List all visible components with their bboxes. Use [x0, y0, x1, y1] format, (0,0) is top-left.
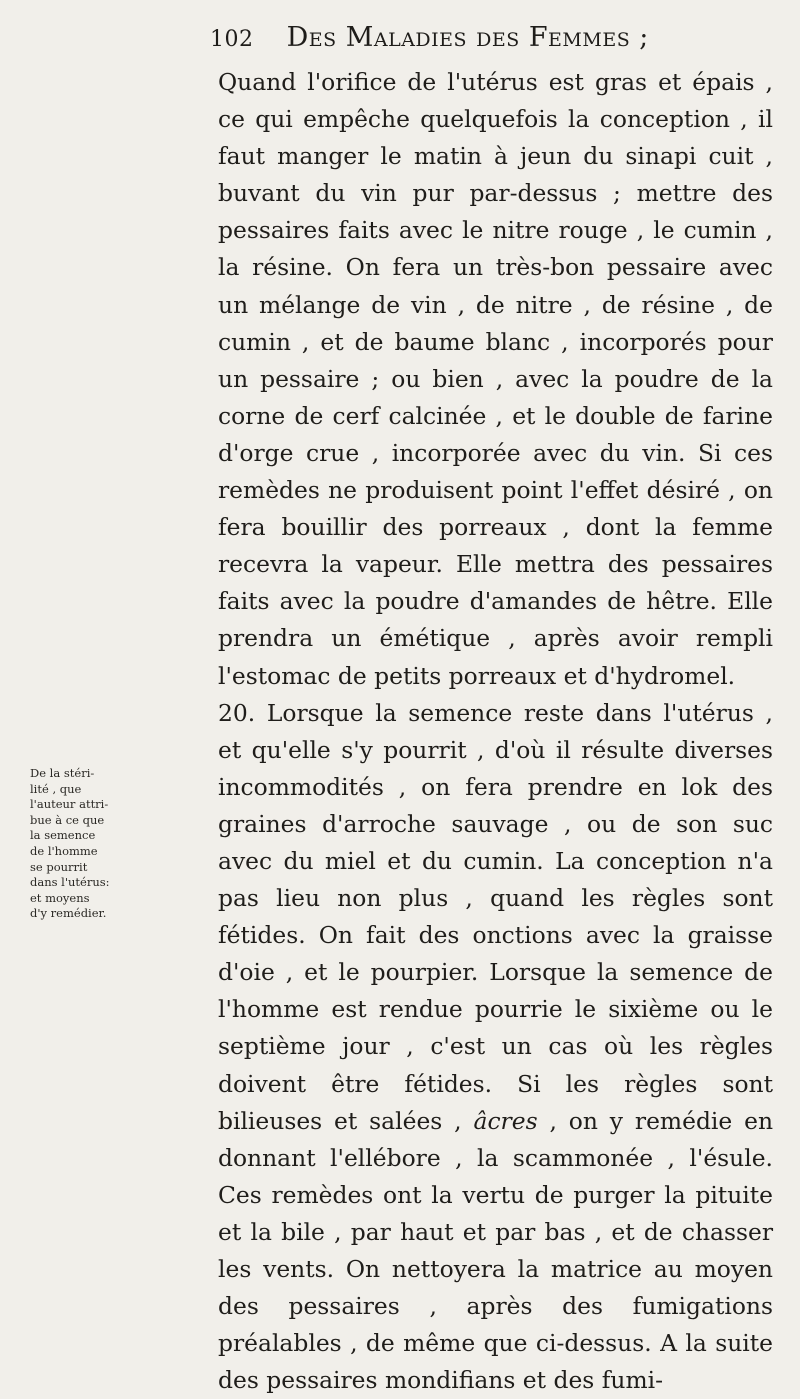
margin-note-line: l'auteur attri- — [30, 797, 109, 812]
margin-note-line: se pourrit — [30, 859, 88, 874]
margin-note — [30, 766, 200, 922]
paragraph-2-italic: âcres — [473, 1106, 538, 1135]
margin-note-line: de l'homme — [30, 843, 98, 858]
page-number: 102 — [210, 27, 254, 52]
running-title: Des Maladies des Femmes ; — [286, 22, 649, 53]
running-head — [210, 22, 770, 62]
paragraph-1: Quand l'orifice de l'utérus est gras et épais , ce qui empêche quelquefois la conception , il faut manger le matin à jeun du sinapi cuit , buvant du vin pur par-dessus ; mettre des pessaires faits avec le nitre rouge , le cumin , la résine. On fera un très-bon pessaire avec un mélange de vin , de nitre , de résine , de cumin , et de baume blanc , incorporés pour un pessaire ; ou bien , avec la poudre de la corne de cerf calcinée , et le double de farine d'orge crue , incorporée avec du vin. Si ces remèdes ne produisent point l'effet désiré , on fera bouillir des porreaux , dont la femme recevra la vapeur. Elle mettra des pessaires faits avec la poudre d'amandes de hêtre. Elle prendra un émétique , après avoir rempli l'estomac de petits porreaux et d'hydromel. — [218, 68, 773, 690]
margin-note-line: De la stéri- — [30, 766, 95, 780]
margin-note-line: lité , que — [30, 781, 82, 796]
paragraph-2-text-b: , on y remédie en donnant l'ellébore , la scammonée , l'ésule. Ces remèdes ont la vertu de purger la pituite et la bile , par haut et par bas , et de chasser les vents. On nettoyera la matrice au moyen des pessaires , après des fumigations préalables , de même que ci-dessus. A la suite des pessaires mondifians et des fumi- — [218, 1106, 774, 1395]
margin-note-line: dans l'utérus: — [30, 875, 110, 890]
body-text — [218, 64, 773, 1399]
margin-note-line: bue à ce que — [30, 812, 105, 827]
margin-note-line: et moyens — [30, 890, 90, 905]
paragraph-2 — [218, 695, 773, 1399]
margin-note-line: d'y remédier. — [30, 906, 107, 921]
paragraph-2-text-a: Lorsque la semence reste dans l'utérus , et qu'elle s'y pourrit , d'où il résulte diverses incommodités , on fera prendre en lok des graines d'arroche sauvage , ou de son suc avec du miel et du cumin. La conception n'a pas lieu non plus , quand les règles sont fétides. On fait des onctions avec la graisse d'oie , et le pourpier. Lorsque la semence de l'homme est rendue pourrie le sixième ou le septième jour , c'est un cas où les règles doivent être fétides. Si les règles sont bilieuses et salées , — [218, 698, 773, 1135]
margin-note-line: la semence — [30, 828, 96, 843]
paragraph-number: 20. — [218, 698, 256, 727]
